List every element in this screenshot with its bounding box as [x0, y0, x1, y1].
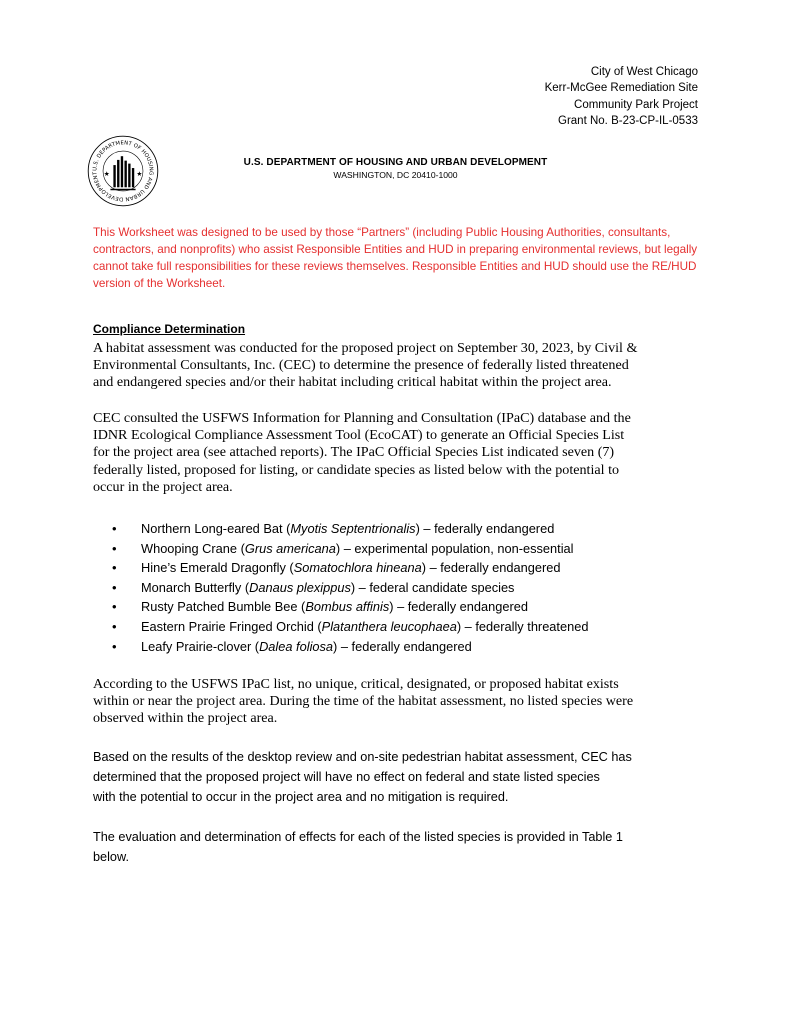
text-line: CEC consulted the USFWS Information for Planning and Consultation (IPaC) database and the	[93, 410, 631, 426]
header-line-grant: Grant No. B-23-CP-IL-0533	[558, 114, 698, 127]
text-line: A habitat assessment was conducted for the proposed project on September 30, 2023, by Civil &	[93, 340, 638, 356]
text-line: below.	[93, 850, 129, 865]
text-line: for the project area (see attached reports). The IPaC Official Species List indicated seven (7)	[93, 444, 615, 461]
scientific-name: Danaus plexippus	[249, 579, 351, 595]
text-line: with the potential to occur in the project area and no mitigation is required.	[93, 790, 509, 805]
department-heading	[0, 157, 791, 181]
scientific-name: Somatochlora hineana	[293, 560, 422, 576]
text-line: federally listed, proposed for listing, or candidate species as listed below with the potential to	[93, 461, 620, 478]
text-line: Environmental Consultants, Inc. (CEC) to determine the presence of federally listed threatened	[93, 357, 629, 374]
list-item: • Leafy Prairie-clover (Dalea foliosa) – federally endangered	[112, 637, 588, 657]
department-address: WASHINGTON, DC 20410-1000	[333, 170, 458, 180]
text-line: and endangered species and/or their habitat including critical habitat within the project area.	[93, 374, 612, 391]
list-item: • Whooping Crane (Grus americana) – experimental population, non-essential	[112, 539, 588, 559]
list-item: • Hine’s Emerald Dragonfly (Somatochlora hineana) – federally endangered	[112, 558, 588, 578]
scientific-name: Grus americana	[244, 540, 336, 556]
header-line-site: Kerr-McGee Remediation Site	[544, 82, 698, 95]
paragraph-determination	[93, 747, 713, 808]
scientific-name: Bombus affinis	[305, 599, 390, 615]
scientific-name: Myotis Septentrionalis	[290, 521, 416, 536]
seal-ring-text: U.S. DEPARTMENT OF HOUSING AND URBAN DEVELOPMENT	[92, 140, 154, 202]
text-line: determined that the proposed project will have no effect on federal and state listed species	[93, 770, 600, 785]
text-line: The evaluation and determination of effects for each of the listed species is provided in Table 1	[93, 830, 623, 844]
text-line: within or near the project area. During the time of the habitat assessment, no listed species were	[93, 693, 634, 710]
text-line: occur in the project area.	[93, 478, 233, 495]
list-item: • Monarch Butterfly (Danaus plexippus) – federal candidate species	[112, 578, 588, 598]
section-heading: Compliance Determination	[93, 322, 246, 336]
scientific-name: Platanthera leucophaea	[321, 618, 457, 634]
text-line: observed within the project area.	[93, 710, 278, 727]
scientific-name: Dalea foliosa	[259, 638, 334, 654]
grant-header	[545, 64, 698, 129]
header-line-project: Community Park Project	[574, 98, 698, 111]
partner-notice: This Worksheet was designed to be used by those “Partners” (including Public Housing Authorities, consultants, contractors, and nonprofits) who assist Responsible Entities and HUD in preparing environmental reviews, but legally cannot take full responsibilities for these reviews themselves. Responsible Entities and HUD should use the RE/HUD version of the Worksheet.	[93, 226, 698, 290]
paragraph-habitat-assessment	[93, 340, 711, 392]
paragraph-ipac-findings	[93, 676, 711, 728]
list-item: • Rusty Patched Bumble Bee (Bombus affinis) – federally endangered	[112, 597, 588, 617]
text-line: IDNR Ecological Compliance Assessment Tool (EcoCAT) to generate an Official Species List	[93, 427, 625, 444]
list-item: • Eastern Prairie Fringed Orchid (Platanthera leucophaea) – federally threatened	[112, 617, 588, 637]
header-line-city: City of West Chicago	[590, 66, 698, 78]
department-title: U.S. DEPARTMENT OF HOUSING AND URBAN DEVELOPMENT	[243, 157, 548, 168]
text-line: Based on the results of the desktop review and on-site pedestrian habitat assessment, CEC has	[93, 750, 632, 764]
species-list	[112, 519, 588, 656]
paragraph-ipac-consultation	[93, 410, 711, 496]
list-item: • Northern Long-eared Bat (Myotis Septentrionalis) – federally endangered	[112, 519, 588, 539]
svg-text:★: ★	[136, 170, 143, 179]
svg-text:★: ★	[103, 170, 110, 179]
paragraph-table-reference	[93, 827, 713, 867]
text-line: According to the USFWS IPaC list, no unique, critical, designated, or proposed habitat exists	[93, 676, 619, 692]
